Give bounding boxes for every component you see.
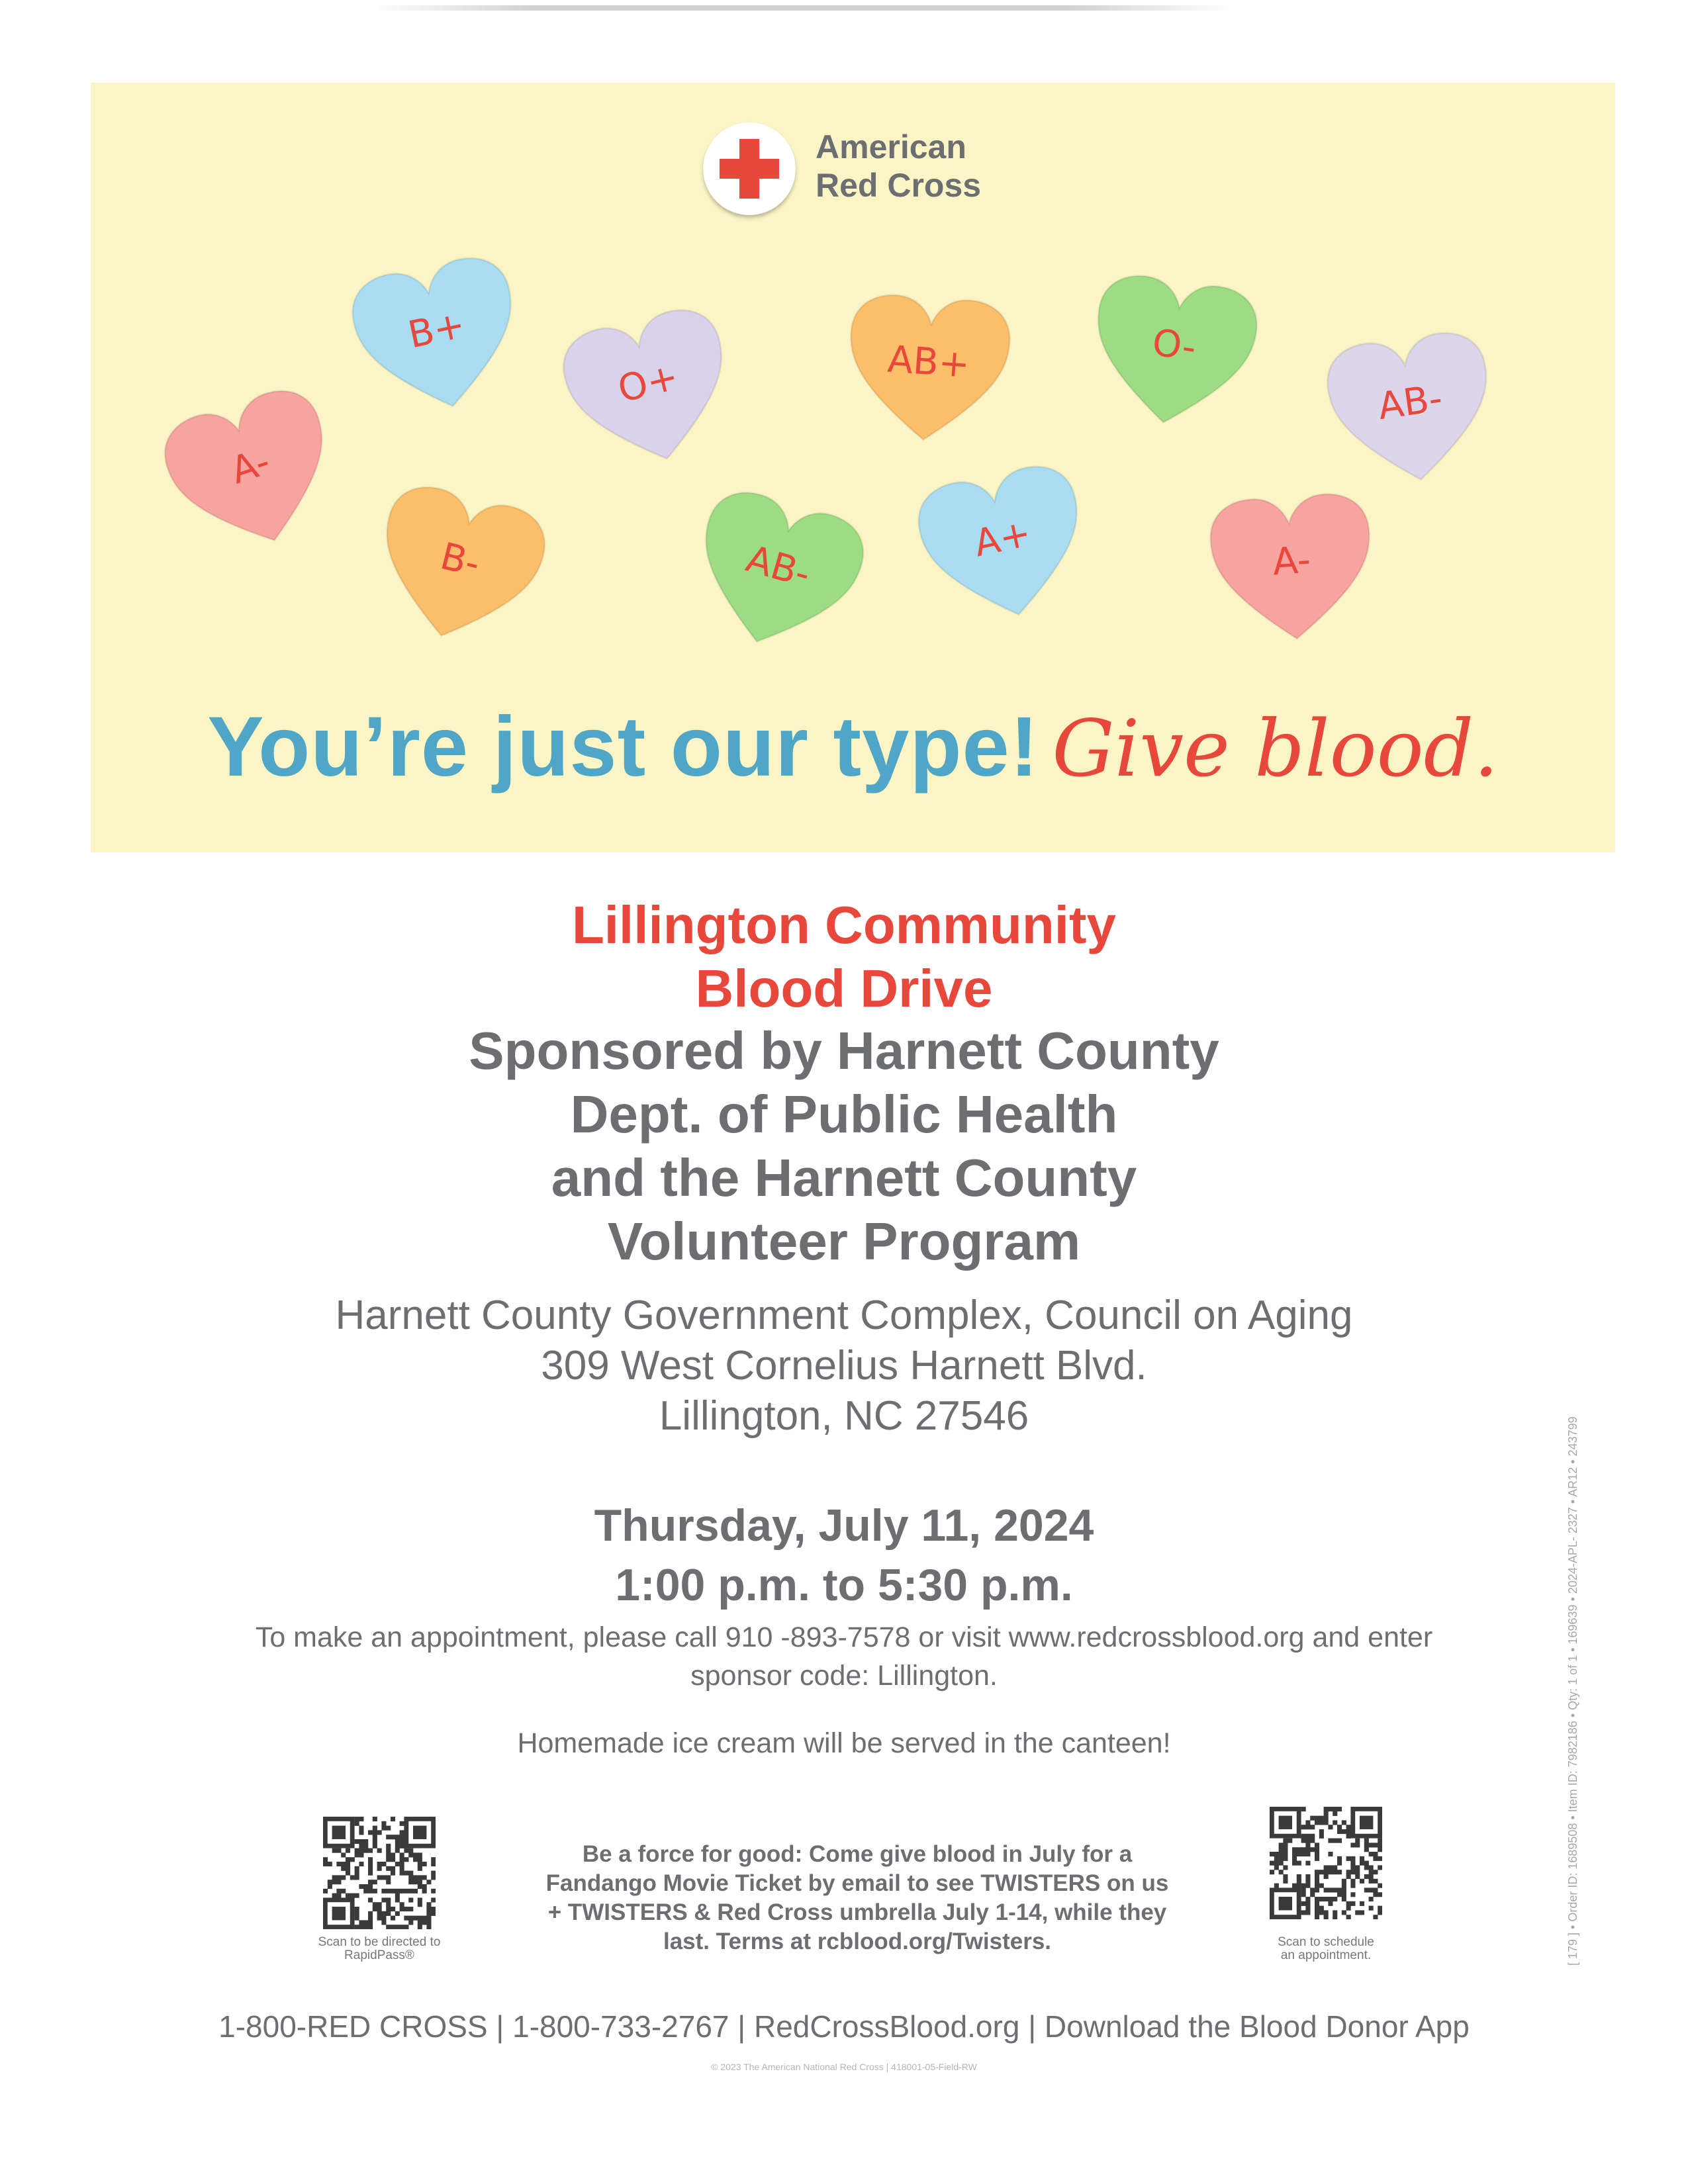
candy-heart bbox=[1204, 487, 1386, 651]
promo-line1: Be a force for good: Come give blood in July for a bbox=[582, 1841, 1133, 1867]
event-time: 1:00 p.m. to 5:30 p.m. bbox=[615, 1560, 1073, 1610]
candy-heart bbox=[551, 296, 755, 485]
heart-label: A- bbox=[226, 439, 275, 493]
appointment-info bbox=[0, 1618, 1688, 1695]
red-cross-logo bbox=[703, 122, 1127, 228]
scan-edge-line bbox=[371, 5, 1231, 11]
promo-line3: + TWISTERS & Red Cross umbrella July 1-14, while they bbox=[547, 1899, 1167, 1925]
heart-label: A- bbox=[1271, 538, 1312, 584]
qr-left-caption bbox=[300, 1936, 459, 1962]
candy-heart bbox=[151, 374, 361, 572]
footer-contact: 1-800-RED CROSS | 1-800-733-2767 | RedCrossBlood.org | Download the Blood Donor App bbox=[218, 2009, 1470, 2044]
candy-heart bbox=[908, 453, 1107, 638]
address-block bbox=[0, 1291, 1688, 1441]
copyright: © 2023 The American National Red Cross | 418001-05-Field-RW bbox=[711, 2062, 977, 2072]
event-date: Thursday, July 11, 2024 bbox=[594, 1500, 1094, 1551]
qr-right-caption-line2: an appointment. bbox=[1280, 1948, 1372, 1962]
promo-text bbox=[477, 1840, 1238, 1956]
side-order-code: [ 179 ] • Order ID: 1689508 • Item ID: 7982186 • Qty: 1 of 1 • 169639 • 2024-APL- 2327 • AR12 • 243799 bbox=[1566, 1416, 1579, 1966]
red-cross-icon bbox=[703, 122, 796, 215]
address-line3: Lillington, NC 27546 bbox=[659, 1393, 1029, 1439]
heart-label: O- bbox=[1149, 321, 1199, 370]
qr-code-rapidpass[interactable] bbox=[323, 1817, 436, 1929]
heart-label: A+ bbox=[970, 512, 1035, 566]
heart-label: AB+ bbox=[886, 338, 971, 387]
candy-heart bbox=[359, 475, 563, 664]
date-time-block bbox=[0, 1496, 1688, 1615]
qr-right-caption bbox=[1246, 1936, 1405, 1962]
event-title bbox=[0, 893, 1688, 1021]
logo-line1: American bbox=[816, 128, 966, 165]
promo-line2: Fandango Movie Ticket by email to see TWISTERS on us bbox=[545, 1870, 1169, 1896]
candy-heart bbox=[675, 479, 882, 673]
tagline-script: Give blood. bbox=[1052, 703, 1499, 794]
candy-heart bbox=[1319, 323, 1510, 498]
qr-right-caption-line1: Scan to schedule bbox=[1278, 1935, 1374, 1949]
event-title-line1: Lillington Community bbox=[571, 895, 1117, 954]
heart-label: AB- bbox=[741, 537, 816, 597]
sponsor-line3: and the Harnett County bbox=[551, 1148, 1137, 1207]
qr-left-caption-line2: RapidPass® bbox=[344, 1948, 414, 1962]
candy-heart bbox=[840, 289, 1022, 453]
appointment-line2: sponsor code: Lillington. bbox=[690, 1660, 998, 1692]
sponsor-line1: Sponsored by Harnett County bbox=[469, 1021, 1219, 1080]
heart-label: O+ bbox=[614, 355, 683, 412]
hero-banner bbox=[91, 83, 1615, 852]
heart-label: B+ bbox=[404, 303, 469, 357]
event-title-line2: Blood Drive bbox=[695, 959, 993, 1018]
qr-code-schedule[interactable] bbox=[1270, 1807, 1382, 1919]
candy-heart bbox=[1080, 267, 1272, 441]
address-line2: 309 West Cornelius Harnett Blvd. bbox=[541, 1343, 1147, 1388]
sponsor-line4: Volunteer Program bbox=[607, 1212, 1081, 1271]
candy-heart bbox=[342, 245, 541, 430]
logo-line2: Red Cross bbox=[816, 167, 982, 204]
address-line1: Harnett County Government Complex, Council on Aging bbox=[335, 1293, 1353, 1338]
tagline bbox=[91, 698, 1615, 796]
tagline-main: You’re just our type! bbox=[207, 700, 1039, 794]
qr-left-caption-line1: Scan to be directed to bbox=[318, 1935, 441, 1949]
appointment-line1: To make an appointment, please call 910 -893-7578 or visit www.redcrossblood.org and enter bbox=[255, 1621, 1433, 1653]
heart-label: B- bbox=[436, 535, 485, 586]
sponsor-block bbox=[0, 1019, 1688, 1273]
promo-line4: last. Terms at rcblood.org/Twisters. bbox=[663, 1929, 1052, 1954]
ice-cream-note: Homemade ice cream will be served in the canteen! bbox=[517, 1727, 1171, 1759]
sponsor-line2: Dept. of Public Health bbox=[570, 1085, 1118, 1144]
heart-label: AB- bbox=[1375, 377, 1445, 429]
logo-text bbox=[816, 128, 981, 205]
